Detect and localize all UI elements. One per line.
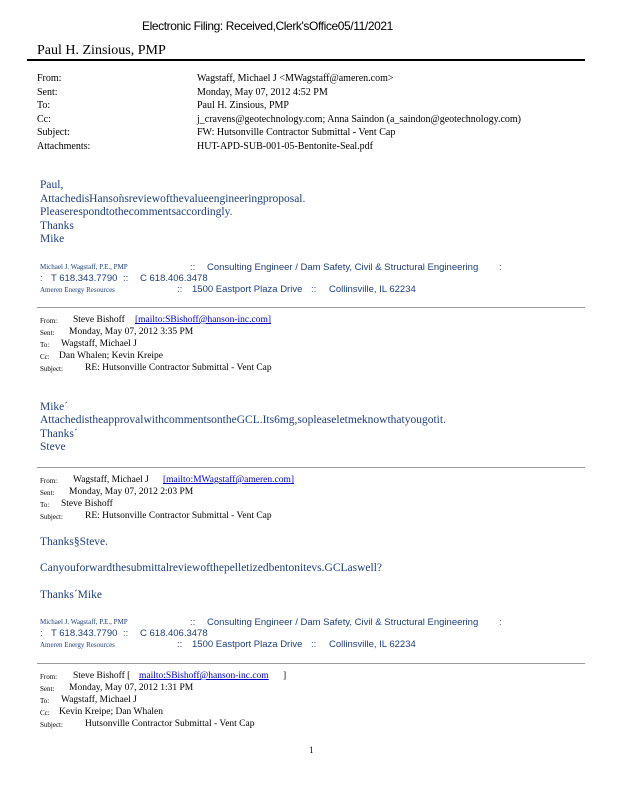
from-label: From: (37, 73, 62, 84)
body2-line: Mike´ (40, 401, 69, 413)
filing-stamp: Electronic Filing: Received,Clerk'sOffice05/11/2021 (142, 19, 393, 33)
sig-separator: :: (177, 284, 183, 295)
sig-city: Collinsville, IL 62234 (329, 639, 416, 650)
body3-line: Canyouforwardthesubmittalreviewofthepelletizedbentonitevs.GCLaswell? (40, 562, 383, 574)
body1-line: AttachedisHansoǹsreviewofthevalueengineeringproposal. (40, 193, 306, 205)
to-value: Paul H. Zinsious, PMP (197, 100, 289, 111)
sig-title: Consulting Engineer / Dam Safety, Civil & Structural Engineering (207, 617, 479, 628)
email-divider (37, 663, 585, 664)
mailto-link[interactable]: [mailto:SBishoff@hanson-inc.com] (135, 315, 272, 325)
body2-line: Thanks´ (40, 428, 78, 440)
to-value: Wagstaff, Michael J (61, 695, 137, 705)
sig-phone-t: T 618.343.7790 (51, 273, 118, 284)
sig-separator: :: (123, 273, 129, 284)
header-divider (27, 59, 585, 61)
subject-value: RE: Hutsonville Contractor Submittal - Vent Cap (85, 363, 272, 373)
body2-line: Steve (40, 441, 66, 453)
cc-label: Cc: (40, 709, 50, 717)
body3-line: Thanks§Steve. (40, 536, 109, 548)
cc-label: Cc: (37, 114, 51, 125)
sent-value: Monday, May 07, 2012 2:03 PM (69, 487, 194, 497)
sent-label: Sent: (40, 489, 55, 497)
body1-line: Pleaserespondtothecommentsaccordingly. (40, 206, 233, 218)
sig-phone-c: C 618.406.3478 (140, 273, 208, 284)
subject-value: FW: Hutsonville Contractor Submittal - Vent Cap (197, 127, 396, 138)
body2-line: AttachedistheapprovalwithcommentsontheGCL.Its6mg,sopleaseletmeknowthatyougotit. (40, 414, 446, 426)
cc-label: Cc: (40, 353, 50, 361)
cc-value: j_cravens@geotechnology.com; Anna Saindon (a_saindon@geotechnology.com) (197, 114, 521, 125)
sent-value: Monday, May 07, 2012 3:35 PM (69, 327, 194, 337)
sig-name: Michael J. Wagstaff, P.E., PMP (40, 263, 128, 271)
sig-title: Consulting Engineer / Dam Safety, Civil & Structural Engineering (207, 262, 479, 273)
subject-label: Subject: (40, 365, 63, 373)
from-label: From: (40, 317, 58, 325)
from-name: Steve Bishoff (73, 315, 125, 325)
sig-separator: :: (190, 617, 196, 628)
sig-address: 1500 Eastport Plaza Drive (192, 639, 303, 650)
attachments-label: Attachments: (37, 141, 91, 152)
sent-label: Sent: (40, 329, 55, 337)
sig-company: Ameren Energy Resources (40, 286, 115, 294)
from-name: Wagstaff, Michael J (73, 475, 149, 485)
body1-line: Paul, (40, 179, 64, 191)
mailto-link[interactable]: [mailto:MWagstaff@ameren.com] (163, 475, 295, 485)
mailto-link[interactable]: mailto:SBishoff@hanson-inc.com (139, 671, 269, 681)
sig-city: Collinsville, IL 62234 (329, 284, 416, 295)
body1-line: Mike (40, 233, 65, 245)
to-label: To: (37, 100, 51, 111)
body3-line: Thanks´Mike (40, 589, 102, 601)
from-label: From: (40, 673, 58, 681)
subject-value: RE: Hutsonville Contractor Submittal - Vent Cap (85, 511, 272, 521)
subject-value: Hutsonville Contractor Submittal - Vent Cap (85, 719, 255, 729)
cc-value: Dan Whalen; Kevin Kreipe (59, 351, 164, 361)
page-number: 1 (309, 745, 314, 755)
to-value: Wagstaff, Michael J (61, 339, 137, 349)
from-value: Wagstaff, Michael J <MWagstaff@ameren.com> (197, 73, 394, 84)
sig-colon: : (40, 628, 43, 639)
body1-line: Thanks (40, 220, 74, 232)
email-divider (37, 307, 585, 308)
bracket: ] (283, 671, 287, 681)
sig-separator: :: (311, 284, 317, 295)
to-label: To: (40, 697, 50, 705)
sig-colon: : (499, 617, 502, 628)
sig-separator: :: (311, 639, 317, 650)
from-label: From: (40, 477, 58, 485)
from-name: Steve Bishoff [ (73, 671, 131, 681)
subject-label: Subject: (40, 513, 63, 521)
sent-label: Sent: (40, 685, 55, 693)
sig-separator: :: (177, 639, 183, 650)
attachment-file[interactable]: HUT-APD-SUB-001-05-Bentonite-Seal.pdf (197, 141, 374, 152)
sig-phone-c: C 618.406.3478 (140, 628, 208, 639)
sent-label: Sent: (37, 87, 58, 98)
email-divider (37, 467, 585, 468)
subject-label: Subject: (40, 721, 63, 729)
sig-company: Ameren Energy Resources (40, 641, 115, 649)
sig-colon: : (40, 273, 43, 284)
sent-value: Monday, May 07, 2012 1:31 PM (69, 683, 194, 693)
document-owner-name: Paul H. Zinsious, PMP (37, 43, 166, 58)
to-value: Steve Bishoff (61, 499, 113, 509)
sig-address: 1500 Eastport Plaza Drive (192, 284, 303, 295)
cc-value: Kevin Kreipe; Dan Whalen (59, 707, 164, 717)
sig-separator: :: (190, 262, 196, 273)
sig-phone-t: T 618.343.7790 (51, 628, 118, 639)
to-label: To: (40, 341, 50, 349)
sent-value: Monday, May 07, 2012 4:52 PM (197, 87, 328, 98)
sig-name: Michael J. Wagstaff, P.E., PMP (40, 618, 128, 626)
sig-colon: : (499, 262, 502, 273)
subject-label: Subject: (37, 127, 70, 138)
to-label: To: (40, 501, 50, 509)
sig-separator: :: (123, 628, 129, 639)
